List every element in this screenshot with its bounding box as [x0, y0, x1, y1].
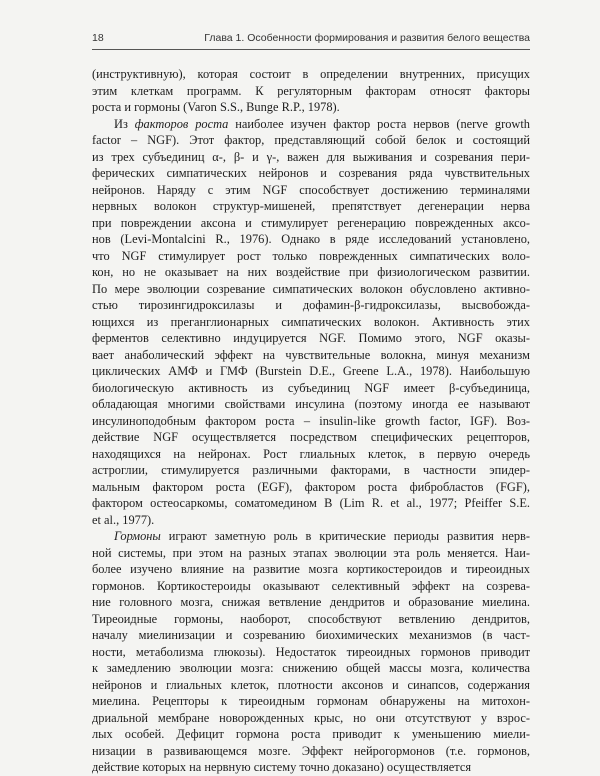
text-line: ферических симпатических нейронов и созревания ряда чувствительных — [92, 166, 530, 180]
text-line: астроглии, стимулируется различными факторами, в частности эпидер- — [92, 463, 530, 477]
text-line: ной системы, при этом на разных этапах эволюции эта роль меняется. Наи- — [92, 545, 530, 560]
text-line: что NGF стимулирует рост только поврежденных симпатических воло- — [92, 248, 530, 263]
text-line: находящихся на нейронах. Рост глиальных клеток, в первую очередь — [92, 446, 530, 461]
text-line: стью тирозингидроксилазы и дофамин-β-гидроксилазы, высвобожда- — [92, 298, 530, 312]
text-line: низации в развивающемся мозге. Эффект нейрогормонов (т.е. гормонов, — [92, 743, 530, 758]
text-line: к замедлению эволюции мозга: снижению общей массы мозга, количества — [92, 661, 530, 675]
body-text — [92, 66, 530, 776]
text-line: началу миелинизации и созреванию биохимических механизмов (в част- — [92, 628, 530, 642]
text-line: инсулиноподобным фактором роста – insulin-like growth factor, IGF). Воз- — [92, 413, 530, 428]
text-line: et al., 1977). — [92, 512, 155, 527]
text-line: гормонов. Кортикостероиды оказывают селективный эффект на созрева- — [92, 578, 530, 593]
text-line: нейронов и глиальных клеток, плотности аксонов и синапсов, содержания — [92, 677, 530, 692]
text-line: роста и гормоны (Varon S.S., Bunge R.P., 1978). — [92, 100, 340, 114]
paragraph — [92, 66, 530, 116]
text-line: лых особей. Дефицит гормона роста приводит к уменьшению миели- — [92, 727, 530, 741]
text-line: нов (Levi-Montalcini R., 1976). Однако в ряде исследований установлено, — [92, 232, 530, 246]
text-line: мальным фактором роста (EGF), фактором роста фибробластов (FGF), — [92, 479, 530, 494]
text-line: этим клеткам программ. К регуляторным факторам относят факторы — [92, 83, 530, 98]
chapter-title: Глава 1. Особенности формирования и развития белого вещества — [204, 32, 530, 44]
text-line: действие которых на нервную систему точно доказано) осуществляется — [92, 760, 472, 774]
text-line: из трех субъединиц α-, β- и γ-, важен для выживания и созревания пери- — [92, 149, 530, 164]
paragraph — [92, 528, 530, 776]
text-line: Гормоны играют заметную роль в критические периоды развития нерв- — [114, 529, 530, 543]
text-line: factor – NGF). Этот фактор, представляющий собой белок и состоящий — [92, 133, 530, 147]
text-line: дриальной мембране новорожденных крыс, но они отсутствуют у взрос- — [92, 710, 530, 725]
text-line: действие NGF осуществляется посредством специфических рецепторов, — [92, 430, 530, 444]
header-rule — [92, 49, 530, 50]
text-line: нейронов. Наряду с этим NGF способствует достижению терминалями — [92, 182, 530, 197]
text-line: фактором остеосаркомы, соматомедином В (Lim R. et al., 1977; Pfeiffer S.E. — [92, 496, 530, 510]
text-line: кон, но не оказывает на них воздействие при физиологическом развитии. — [92, 265, 530, 279]
paragraph — [92, 116, 530, 529]
text-line: (инструктивную), которая состоит в определении внутренних, присущих — [92, 67, 530, 81]
text-line: циклических АМФ и ГМФ (Burstein D.E., Greene L.A., 1978). Наибольшую — [92, 364, 530, 378]
text-line: ферментов селективно индуцируется NGF. Помимо этого, NGF оказы- — [92, 331, 530, 345]
text-line: нервных волокон структур-мишеней, препятствует дегенерации нерва — [92, 199, 530, 213]
text-line: миелина. Рецепторы к тиреоидным гормонам обнаружены на митохон- — [92, 694, 530, 708]
text-line: Тиреоидные гормоны, наоборот, способствуют ветвлению дендритов, — [92, 611, 530, 626]
text-line: вает анаболический эффект на чувствительные волокна, минуя механизм — [92, 347, 530, 362]
text-line: Из факторов роста наиболее изучен фактор роста нервов (nerve growth — [114, 116, 530, 131]
page-number: 18 — [92, 32, 104, 44]
text-line: при повреждении аксона и стимулирует регенерацию поврежденных аксо- — [92, 215, 530, 230]
text-line: более изучено влияние на развитие мозга кортикостероидов и тиреоидных — [92, 562, 530, 576]
running-header — [92, 30, 530, 52]
text-line: По мере эволюции созревание симпатических волокон обусловлено активно- — [92, 281, 530, 296]
text-line: ние головного мозга, снижая ветвление дендритов и образование миелина. — [92, 595, 530, 609]
text-line: обладающая многими свойствами инсулина (поэтому иногда ее называют — [92, 397, 530, 411]
text-line: биологическую активность из субъединиц NGF имеет β-субъединица, — [92, 380, 530, 395]
text-line: ющихся из преганглионарных симпатических волокон. Активность этих — [92, 314, 530, 329]
text-line: ности, метаболизма глюкозы). Недостаток тиреоидных гормонов приводит — [92, 644, 530, 659]
